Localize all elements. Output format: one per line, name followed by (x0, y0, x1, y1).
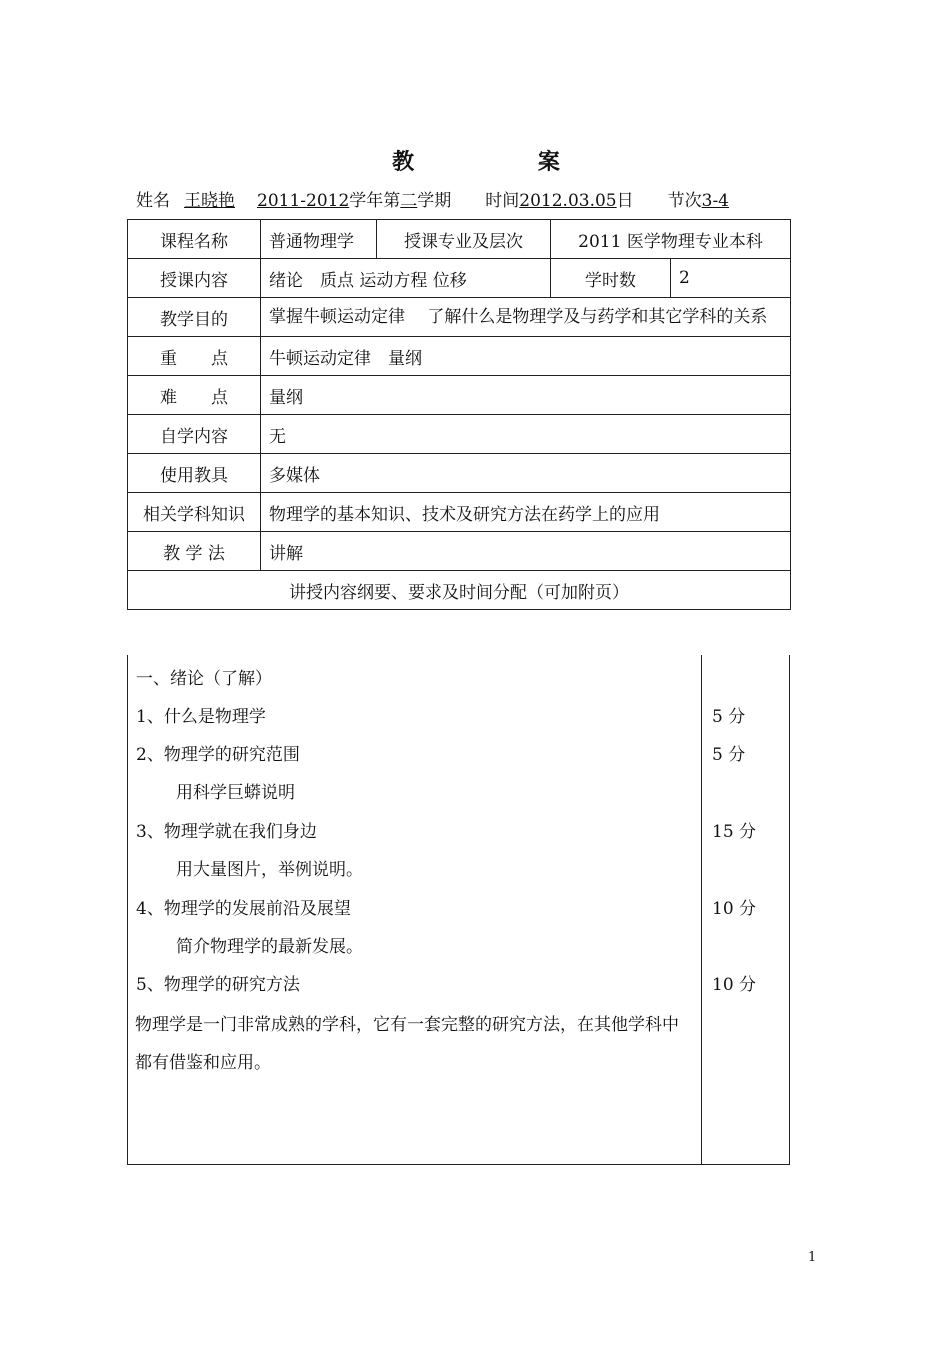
outline-line: 5、物理学的研究方法 (136, 975, 300, 995)
time-allocation: 10 分 (712, 899, 757, 919)
self-study-value: 无 (261, 415, 791, 454)
self-study-label: 自学内容 (128, 415, 261, 454)
major-value: 2011 医学物理专业本科 (551, 220, 791, 259)
tools-value: 多媒体 (261, 454, 791, 493)
outline-line: 4、物理学的发展前沿及展望 (136, 899, 351, 919)
goal-label: 教学目的 (128, 298, 261, 337)
outline-line: 一、绪论（了解） (136, 669, 272, 689)
course-label: 课程名称 (128, 220, 261, 259)
tools-label: 使用教具 (128, 454, 261, 493)
period-value: 3-4 (701, 191, 730, 211)
time-label: 时间 (485, 191, 520, 211)
table-row (128, 220, 791, 259)
key-label: 重 点 (128, 337, 261, 376)
time-allocation: 5 分 (712, 707, 746, 727)
time-allocation: 10 分 (712, 975, 757, 995)
content-value: 绪论 质点 运动方程 位移 (261, 259, 551, 298)
header-line (136, 186, 729, 211)
outline-line: 2、物理学的研究范围 (136, 745, 300, 765)
teacher-name: 王晓艳 (184, 191, 235, 211)
outline-line: 1、什么是物理学 (136, 707, 266, 727)
table-row (128, 298, 791, 337)
time-suffix: 日 (616, 191, 634, 211)
time-allocation: 15 分 (712, 822, 757, 842)
outline-line: 用科学巨蟒说明 (176, 783, 295, 803)
hours-label: 学时数 (551, 259, 671, 298)
major-label: 授课专业及层次 (377, 220, 551, 259)
column-divider (701, 655, 702, 1164)
period-label: 节次 (667, 191, 702, 211)
table-row (128, 532, 791, 571)
time-value: 2012.03.05 (519, 191, 617, 211)
table-row (128, 571, 791, 610)
related-value: 物理学的基本知识、技术及研究方法在药学上的应用 (261, 493, 791, 532)
table-row (128, 376, 791, 415)
outline-box (127, 655, 790, 1165)
term-suffix: 学期 (417, 191, 452, 211)
difficulty-value: 量纲 (261, 376, 791, 415)
method-value: 讲解 (261, 532, 791, 571)
outline-line: 简介物理学的最新发展。 (176, 937, 363, 957)
outline-banner: 讲授内容纲要、要求及时间分配（可加附页） (128, 571, 791, 610)
table-row (128, 454, 791, 493)
year-range: 2011-2012 (257, 191, 350, 211)
difficulty-label: 难 点 (128, 376, 261, 415)
name-label: 姓名 (136, 191, 170, 211)
method-label: 教 学 法 (128, 532, 261, 571)
table-row (128, 337, 791, 376)
outline-line: 用大量图片，举例说明。 (176, 860, 363, 880)
outline-paragraph: 物理学是一门非常成熟的学科，它有一套完整的研究方法，在其他学科中都有借鉴和应用。 (135, 1015, 679, 1073)
table-row (128, 259, 791, 298)
outline-line: 3、物理学就在我们身边 (136, 822, 317, 842)
related-label: 相关学科知识 (128, 493, 261, 532)
hours-value: 2 (671, 259, 791, 298)
table-row (128, 415, 791, 454)
document-title: 教 案 (392, 149, 618, 175)
term-number: 二 (400, 191, 418, 211)
content-label: 授课内容 (128, 259, 261, 298)
course-value: 普通物理学 (261, 220, 377, 259)
page-number: 1 (808, 1250, 817, 1265)
lesson-info-table (127, 219, 791, 610)
key-value: 牛顿运动定律 量纲 (261, 337, 791, 376)
time-allocation: 5 分 (712, 745, 746, 765)
table-row (128, 493, 791, 532)
goal-value: 掌握牛顿运动定律 了解什么是物理学及与药学和其它学科的关系 (261, 298, 791, 337)
year-suffix: 学年第 (349, 191, 401, 211)
